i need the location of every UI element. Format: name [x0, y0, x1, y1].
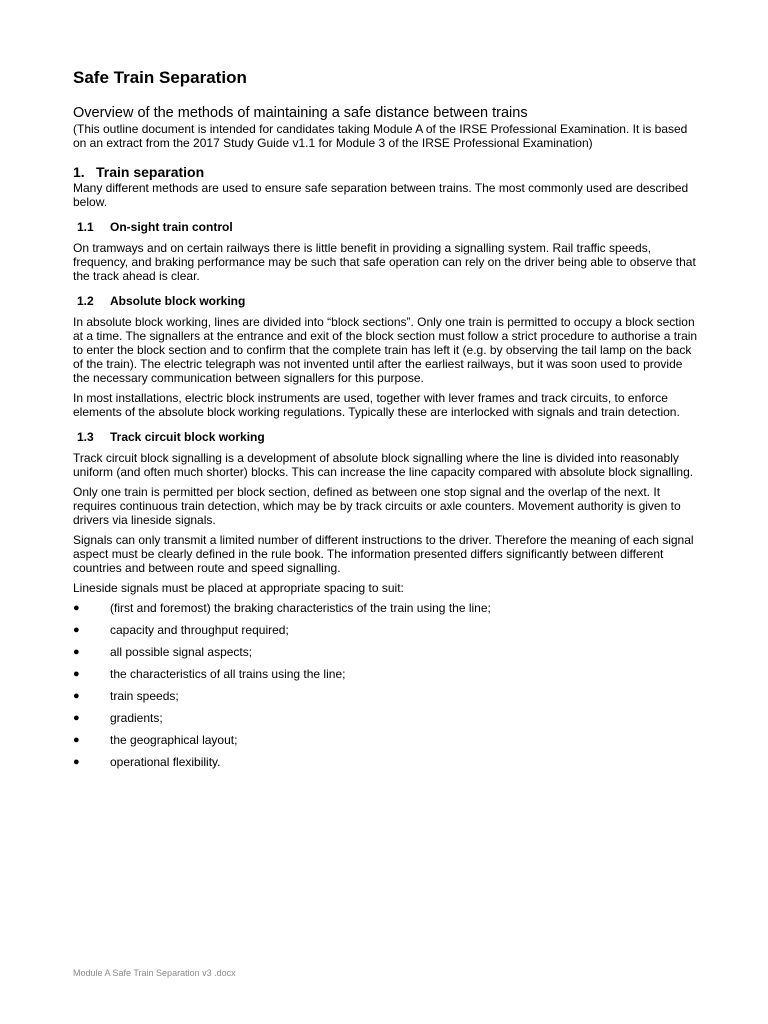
section-1-number: 1. — [73, 164, 85, 180]
section-1-2-title: Absolute block working — [110, 294, 246, 308]
list-item — [73, 711, 700, 725]
list-item-text: all possible signal aspects; — [110, 645, 253, 659]
document-title: Safe Train Separation — [73, 68, 247, 87]
list-item-text: the geographical layout; — [110, 733, 238, 747]
section-1-1-number: 1.1 — [77, 220, 94, 234]
section-1-heading — [73, 164, 700, 181]
bullet-icon: ● — [73, 646, 80, 658]
page-footer: Module A Safe Train Separation v3 .docx — [73, 968, 236, 978]
section-1-1-title: On-sight train control — [110, 220, 233, 234]
document-subtitle: Overview of the methods of maintaining a safe distance between trains — [73, 105, 528, 121]
bullet-icon: ● — [73, 624, 80, 636]
section-1-intro: Many different methods are used to ensure safe separation between trains. The most commonly used are described below. — [73, 181, 689, 209]
bullet-icon: ● — [73, 690, 80, 702]
section-1-1-heading — [77, 220, 700, 234]
section-1-3-heading — [77, 430, 700, 444]
signal-spacing-list — [73, 601, 700, 769]
section-1-3-title: Track circuit block working — [110, 430, 265, 444]
section-1-3-paragraph: Lineside signals must be placed at appropriate spacing to suit: — [73, 581, 404, 595]
list-item-text: the characteristics of all trains using the line; — [110, 667, 346, 681]
list-item-text: (first and foremost) the braking characteristics of the train using the line; — [110, 601, 491, 615]
list-item — [73, 667, 700, 681]
section-1-3-paragraph: Signals can only transmit a limited number of different instructions to the driver. Therefore the meaning of each signal aspect must be clearly defined in the rule book. The information presented differs significantly between different countries and between route and speed signalling. — [73, 533, 694, 575]
list-item — [73, 755, 700, 769]
list-item-text: capacity and throughput required; — [110, 623, 289, 637]
list-item — [73, 623, 700, 637]
bullet-icon: ● — [73, 734, 80, 746]
intro-note: (This outline document is intended for candidates taking Module A of the IRSE Professional Examination. It is based on an extract from the 2017 Study Guide v1.1 for Module 3 of the IRSE Professional Examination) — [73, 122, 688, 150]
section-1-1-paragraph: On tramways and on certain railways there is little benefit in providing a signalling system. Rail traffic speeds, frequency, and braking performance may be such that safe operation can rely on the driver being able to observe that the track ahead is clear. — [73, 241, 696, 283]
section-1-title: Train separation — [96, 164, 205, 180]
list-item-text: gradients; — [110, 711, 163, 725]
section-1-2-paragraph: In most installations, electric block instruments are used, together with lever frames and track circuits, to enforce elements of the absolute block working regulations. Typically these are interlocked with signals and train detection. — [73, 391, 680, 419]
bullet-icon: ● — [73, 712, 80, 724]
list-item-text: train speeds; — [110, 689, 179, 703]
bullet-icon: ● — [73, 602, 80, 614]
list-item — [73, 645, 700, 659]
list-item — [73, 689, 700, 703]
list-item-text: operational flexibility. — [110, 755, 221, 769]
bullet-icon: ● — [73, 756, 80, 768]
section-1-2-paragraph: In absolute block working, lines are divided into “block sections”. Only one train is permitted to occupy a block section at a time. The signallers at the entrance and exit of the block section must follow a strict procedure to authorise a train to enter the block section and to confirm that the complete train has left it (e.g. by observing the tail lamp on the back of the train). The electric telegraph was not invented until after the earliest railways, but it was soon used to provide the necessary communication between signallers for this purpose. — [73, 315, 698, 385]
bullet-icon: ● — [73, 668, 80, 680]
section-1-3-number: 1.3 — [77, 430, 94, 444]
list-item — [73, 733, 700, 747]
section-1-2-number: 1.2 — [77, 294, 94, 308]
list-item — [73, 601, 700, 615]
section-1-2-heading — [77, 294, 700, 308]
section-1-3-paragraph: Only one train is permitted per block section, defined as between one stop signal and the overlap of the next. It requires continuous train detection, which may be by track circuits or axle counters. Movement authority is given to drivers via lineside signals. — [73, 485, 681, 527]
section-1-3-paragraph: Track circuit block signalling is a development of absolute block signalling where the line is divided into reasonably uniform (and often much shorter) blocks. This can increase the line capacity compared with absolute block signalling. — [73, 451, 694, 479]
